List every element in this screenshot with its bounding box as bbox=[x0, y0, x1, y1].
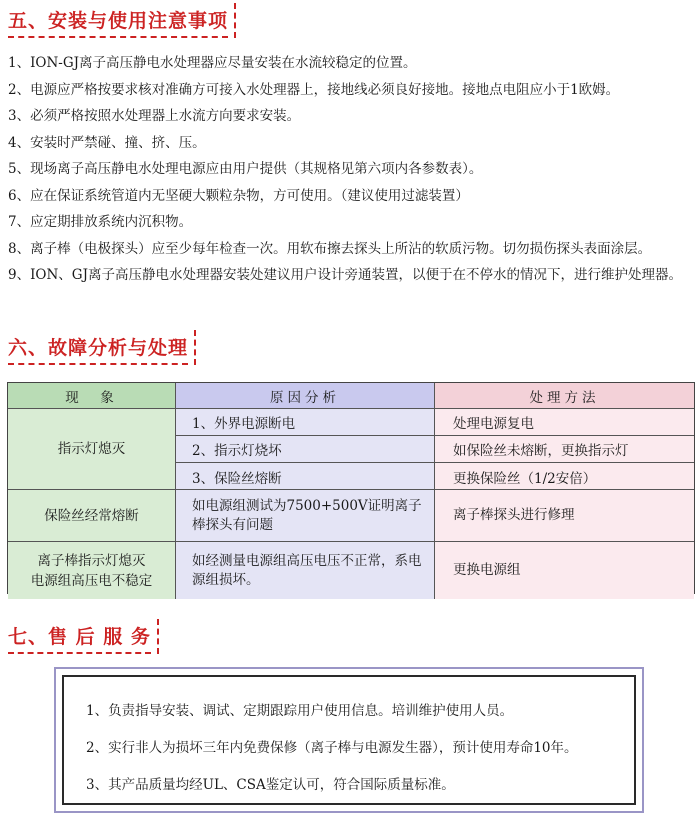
after-sales-inner-box bbox=[62, 675, 636, 805]
after-sales-box bbox=[54, 667, 644, 813]
section-5-title-text: 五、安装与使用注意事项 bbox=[8, 10, 229, 32]
note-item-4: 4、安装时严禁碰、撞、挤、压。 bbox=[8, 134, 206, 151]
note-item-8: 8、离子棒（电极探头）应至少每年检查一次。用软布擦去探头上所沾的软质污物。切勿损伤探头表面涂层。 bbox=[8, 240, 652, 257]
row1-solutions bbox=[435, 409, 694, 490]
row1-cause-3: 3、保险丝熔断 bbox=[192, 470, 282, 487]
row1-phenomenon: 指示灯熄灭 bbox=[8, 409, 176, 490]
note-item-9: 9、ION、GJ离子高压静电水处理器安装处建议用户设计旁通装置，以便于在不停水的情况下，进行维护处理器。 bbox=[8, 267, 682, 283]
header-solution: 处理方法 bbox=[435, 383, 694, 409]
note-item-5: 5、现场离子高压静电水处理电源应由用户提供（其规格见第六项内各参数表）。 bbox=[8, 161, 483, 177]
row3-phenomenon-line1: 离子棒指示灯熄灭 bbox=[37, 552, 146, 569]
row3-cause: 如经测量电源组高压电压不正常，系电源组损坏。 bbox=[176, 542, 435, 599]
note-item-7: 7、应定期排放系统内沉积物。 bbox=[8, 214, 193, 230]
note-item-6: 6、应在保证系统管道内无坚硬大颗粒杂物，方可使用。（建议使用过滤装置） bbox=[8, 187, 469, 204]
service-item-1: 1、负责指导安装、调试、定期跟踪用户使用信息。培训维护使用人员。 bbox=[86, 703, 514, 719]
row1-causes bbox=[176, 409, 435, 490]
note-item-2: 2、电源应严格按要求核对准确方可接入水处理器上，接地线必须良好接地。接地点电阻应小于1欧姆。 bbox=[8, 81, 620, 98]
section-6-title-text: 六、故障分析与处理 bbox=[8, 337, 189, 359]
installation-notes-list bbox=[8, 50, 692, 288]
row1-solution-3: 更换保险丝（1/2安倍） bbox=[453, 470, 597, 487]
section-5-title bbox=[8, 6, 234, 36]
row2-phenomenon: 保险丝经常熔断 bbox=[8, 490, 176, 542]
header-cause: 原因分析 bbox=[176, 383, 435, 409]
service-item-3: 3、其产品质量均经UL、CSA鉴定认可，符合国际质量标准。 bbox=[86, 777, 455, 793]
section-7-title bbox=[8, 622, 157, 652]
fault-analysis-table bbox=[7, 382, 695, 594]
row1-cause-2: 2、指示灯烧坏 bbox=[176, 436, 434, 463]
header-phenomenon: 现 象 bbox=[8, 383, 176, 409]
row3-phenomenon-line2: 电源组高压电不稳定 bbox=[30, 572, 153, 589]
row1-cause-1: 1、外界电源断电 bbox=[176, 409, 434, 436]
service-item-2: 2、实行非人为损坏三年内免费保修（离子棒与电源发生器），预计使用寿命10年。 bbox=[86, 740, 578, 756]
note-item-1: 1、ION-GJ离子高压静电水处理器应尽量安装在水流较稳定的位置。 bbox=[8, 55, 417, 71]
note-item-3: 3、必须严格按照水处理器上水流方向要求安装。 bbox=[8, 108, 301, 124]
row1-solution-1: 处理电源复电 bbox=[435, 409, 694, 436]
row2-cause: 如电源组测试为7500+500V证明离子棒探头有问题 bbox=[176, 490, 435, 542]
row1-solution-2: 如保险丝未熔断，更换指示灯 bbox=[435, 436, 694, 463]
row3-solution: 更换电源组 bbox=[435, 542, 694, 599]
section-7-title-text: 七、售 后 服 务 bbox=[8, 626, 151, 648]
section-6-title bbox=[8, 333, 194, 363]
row3-phenomenon bbox=[8, 542, 176, 599]
row2-solution: 离子棒探头进行修理 bbox=[435, 490, 694, 542]
